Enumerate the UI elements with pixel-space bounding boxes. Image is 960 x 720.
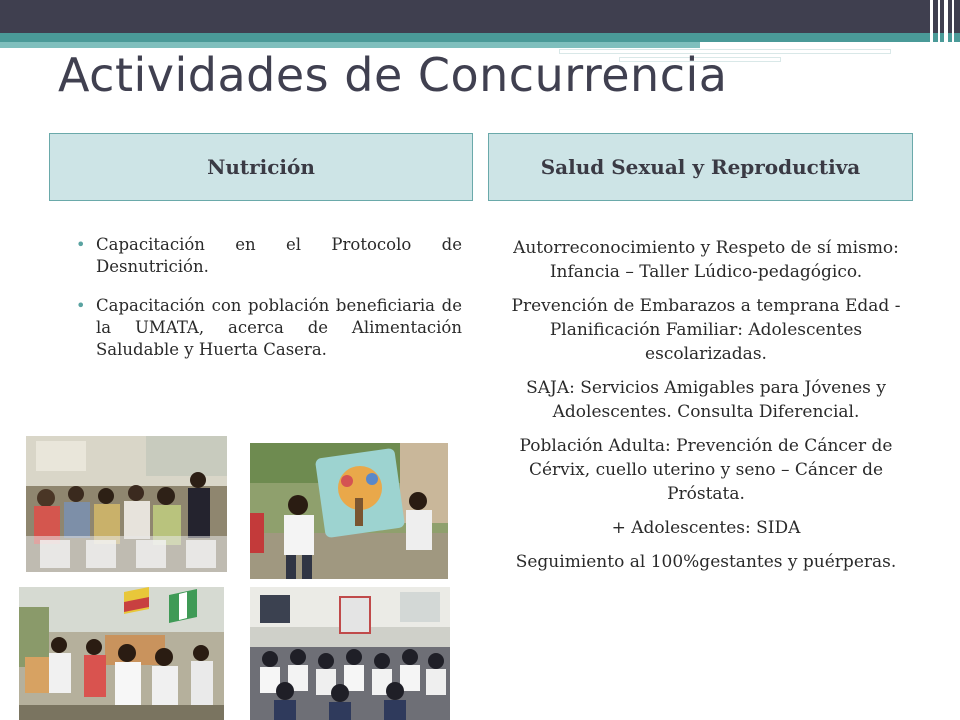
decorative-vertical-line xyxy=(952,0,954,64)
paragraph: Prevención de Embarazos a temprana Edad - Planificación Familiar: Adolescentes escolarizadas. xyxy=(511,296,901,364)
list-item-text: Capacitación con población beneficiaria de la UMATA, acerca de Alimentación Saludable y Huerta Casera. xyxy=(96,296,462,359)
nutrition-header xyxy=(49,133,473,201)
bullet-icon: • xyxy=(76,235,86,254)
list-item-text: Capacitación en el Protocolo de Desnutrición. xyxy=(96,235,462,276)
top-teal-band xyxy=(0,33,960,42)
photo-march-flags xyxy=(19,587,224,720)
paragraph: Autorreconocimiento y Respeto de sí mismo: Infancia – Taller Lúdico-pedagógico. xyxy=(513,238,899,282)
nutrition-list xyxy=(76,234,462,378)
photo-children-hall xyxy=(250,587,450,720)
slide-title: Actividades de Concurrencia xyxy=(58,48,728,102)
paragraph: Seguimiento al 100%gestantes y puérperas. xyxy=(515,552,897,572)
paragraph: Población Adulta: Prevención de Cáncer de Cérvix, cuello uterino y seno – Cáncer de Próstata. xyxy=(519,436,893,504)
photo-meeting xyxy=(26,436,227,572)
sexual-health-content xyxy=(500,236,912,584)
decorative-vertical-line xyxy=(938,0,940,64)
bullet-icon: • xyxy=(76,296,86,315)
nutrition-header-label: Nutrición xyxy=(207,155,315,179)
photo-parade-banner xyxy=(250,443,448,579)
decorative-vertical-line xyxy=(944,0,948,64)
sexual-health-header xyxy=(488,133,913,201)
sexual-health-header-label: Salud Sexual y Reproductiva xyxy=(540,155,861,179)
paragraph: + Adolescentes: SIDA xyxy=(611,518,801,538)
top-decorative-bar xyxy=(0,0,960,34)
list-item xyxy=(76,234,462,278)
decorative-vertical-line xyxy=(930,0,933,64)
list-item xyxy=(76,295,462,361)
paragraph: SAJA: Servicios Amigables para Jóvenes y Adolescentes. Consulta Diferencial. xyxy=(526,378,886,422)
